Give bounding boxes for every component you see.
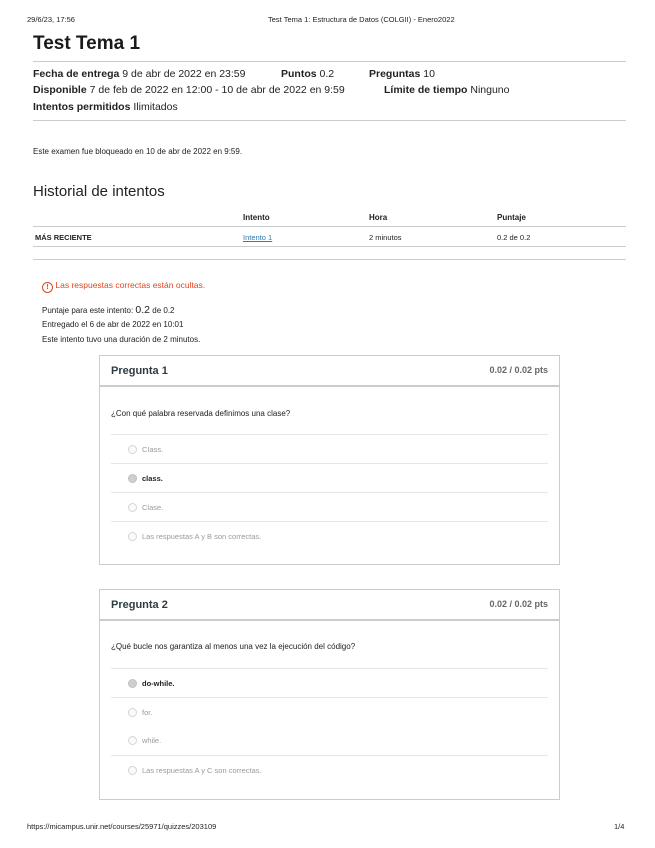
attempt-duration: Este intento tuvo una duración de 2 minutos. bbox=[42, 335, 201, 344]
warning-text: Las respuestas correctas están ocultas. bbox=[55, 280, 206, 290]
attempts-value: Ilimitados bbox=[133, 101, 178, 113]
question-text: ¿Qué bucle nos garantiza al menos una vez la ejecución del código? bbox=[111, 642, 356, 651]
lock-notice: Este examen fue bloqueado en 10 de abr de 2022 en 9:59. bbox=[33, 147, 243, 156]
answer-label: Las respuestas A y C son correctas. bbox=[142, 766, 262, 775]
answer-option[interactable] bbox=[111, 755, 548, 785]
answer-option[interactable] bbox=[111, 434, 548, 464]
points-label: Puntos bbox=[281, 68, 317, 80]
hidden-answers-warning bbox=[42, 280, 205, 293]
radio-selected-icon[interactable] bbox=[128, 679, 137, 688]
attempt-time: 2 minutos bbox=[369, 233, 402, 242]
answer-label: Las respuestas A y B son correctas. bbox=[142, 532, 262, 541]
attempt-score: 0.2 de 0.2 bbox=[497, 233, 531, 242]
questions-label: Preguntas bbox=[369, 68, 421, 80]
score-of: de 0.2 bbox=[152, 306, 175, 315]
print-page-number: 1/4 bbox=[614, 822, 625, 831]
table-header-divider bbox=[33, 226, 626, 227]
time-limit-label: Límite de tiempo bbox=[384, 84, 468, 96]
answer-option[interactable] bbox=[111, 492, 548, 522]
col-time: Hora bbox=[369, 213, 388, 222]
question-points: 0.02 / 0.02 pts bbox=[489, 365, 548, 375]
answer-label: do-while. bbox=[142, 679, 175, 688]
question-header bbox=[100, 590, 559, 621]
attempt-link[interactable]: Intento 1 bbox=[243, 233, 273, 242]
time-limit-value: Ninguno bbox=[470, 84, 510, 96]
questions-value: 10 bbox=[423, 68, 435, 80]
divider bbox=[33, 259, 626, 260]
radio-icon[interactable] bbox=[128, 766, 137, 775]
radio-icon[interactable] bbox=[128, 445, 137, 454]
row-label: MÁS RECIENTE bbox=[35, 233, 92, 242]
allowed-attempts bbox=[33, 101, 178, 113]
radio-icon[interactable] bbox=[128, 532, 137, 541]
radio-icon[interactable] bbox=[128, 503, 137, 512]
print-datetime: 29/6/23, 17:56 bbox=[27, 15, 75, 24]
col-score: Puntaje bbox=[497, 213, 526, 222]
answer-label: class. bbox=[142, 474, 163, 483]
table-row-divider bbox=[33, 246, 626, 247]
answer-option[interactable] bbox=[111, 521, 548, 551]
answer-option[interactable] bbox=[111, 697, 548, 727]
divider bbox=[33, 61, 626, 62]
score-label: Puntaje para este intento: bbox=[42, 306, 134, 315]
points-value: 0.2 bbox=[319, 68, 335, 80]
available-value: 7 de feb de 2022 en 12:00 - 10 de abr de 2022 en 9:59 bbox=[89, 84, 345, 96]
divider bbox=[33, 120, 626, 121]
question-card-1 bbox=[99, 355, 560, 565]
due-date bbox=[33, 68, 246, 80]
due-value: 9 de abr de 2022 en 23:59 bbox=[122, 68, 246, 80]
answer-label: CIass. bbox=[142, 445, 164, 454]
radio-selected-icon[interactable] bbox=[128, 474, 137, 483]
available-label: Disponible bbox=[33, 84, 87, 96]
history-heading: Historial de intentos bbox=[33, 183, 165, 200]
question-points: 0.02 / 0.02 pts bbox=[489, 599, 548, 609]
answer-label: Clase. bbox=[142, 503, 164, 512]
col-attempt: Intento bbox=[243, 213, 270, 222]
answer-label: while. bbox=[142, 736, 162, 745]
question-header bbox=[100, 356, 559, 387]
info-circle-icon: ! bbox=[42, 282, 53, 293]
question-card-2 bbox=[99, 589, 560, 800]
answer-option-selected[interactable] bbox=[111, 668, 548, 698]
radio-icon[interactable] bbox=[128, 736, 137, 745]
answer-option[interactable] bbox=[111, 726, 548, 755]
score-value: 0.2 bbox=[135, 304, 151, 316]
answer-label: for. bbox=[142, 708, 153, 717]
availability bbox=[33, 84, 345, 96]
question-title: Pregunta 2 bbox=[111, 599, 168, 611]
attempt-score-line bbox=[42, 304, 175, 316]
attempts-label: Intentos permitidos bbox=[33, 101, 131, 113]
points bbox=[281, 68, 334, 80]
page-title: Test Tema 1 bbox=[33, 33, 141, 54]
answer-option-selected[interactable] bbox=[111, 463, 548, 493]
question-text: ¿Con qué palabra reservada definimos una clase? bbox=[111, 409, 291, 418]
submitted-date: Entregado el 6 de abr de 2022 en 10:01 bbox=[42, 320, 184, 329]
time-limit bbox=[384, 84, 509, 96]
print-footer-url: https://micampus.unir.net/courses/25971/quizzes/203109 bbox=[27, 822, 217, 831]
question-title: Pregunta 1 bbox=[111, 365, 168, 377]
radio-icon[interactable] bbox=[128, 708, 137, 717]
due-label: Fecha de entrega bbox=[33, 68, 120, 80]
print-page-title: Test Tema 1: Estructura de Datos (COLGII) - Enero2022 bbox=[268, 15, 455, 24]
questions-count bbox=[369, 68, 435, 80]
